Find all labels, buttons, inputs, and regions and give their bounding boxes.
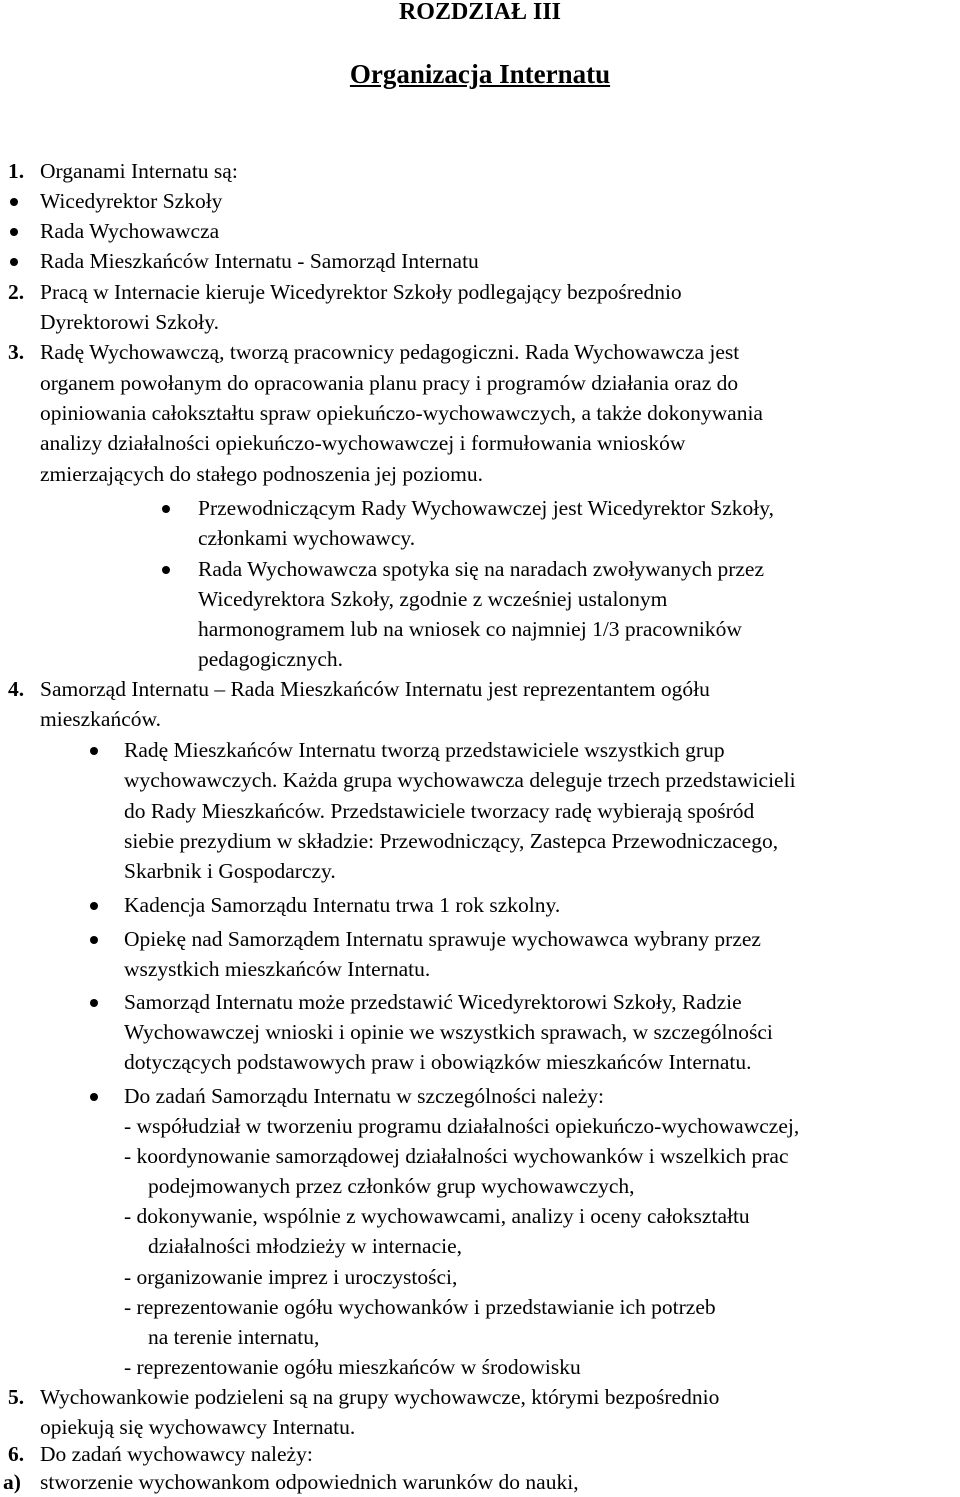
section-3-bullet-line: członkami wychowawcy. <box>198 526 416 550</box>
section-6-text: Do zadań wychowawcy należy: <box>40 1442 313 1466</box>
section-4-bullet-line: wychowawczych. Każda grupa wychowawcza deleguje trzech przedstawicieli <box>124 768 796 792</box>
section-1-text: Organami Internatu są: <box>40 159 238 183</box>
section-4-bullet-line: siebie prezydium w składzie: Przewodniczący, Zastepca Przewodniczacego, <box>124 829 779 853</box>
section-4-bullet-line: Skarbnik i Gospodarczy. <box>124 859 336 883</box>
section-5-line: Wychowankowie podzieleni są na grupy wychowawcze, którymi bezpośrednio <box>40 1385 720 1409</box>
section-3-bullet-line: Wicedyrektora Szkoły, zgodnie z wcześniej ustalonym <box>198 587 668 611</box>
dash-item: - reprezentowanie ogółu wychowanków i przedstawianie ich potrzeb <box>124 1295 716 1319</box>
section-3-line: analizy działalności opiekuńczo-wychowawczej i formułowania wniosków <box>40 431 686 455</box>
dash-item-continuation: na terenie internatu, <box>148 1325 320 1349</box>
section-4-bullet-line: do Rady Mieszkańców. Przedstawiciele tworzacy radę wybierają spośród <box>124 799 755 823</box>
section-4-bullet-line: Wychowawczej wnioski i opinie we wszystkich sprawach, w szczególności <box>124 1020 773 1044</box>
bullet-icon <box>90 999 98 1007</box>
section-6-number: 6. <box>8 1442 25 1466</box>
section-4-line: mieszkańców. <box>40 707 161 731</box>
bullet-icon <box>90 902 98 910</box>
dash-item: - reprezentowanie ogółu mieszkańców w środowisku <box>124 1355 581 1379</box>
section-3-line: organem powołanym do opracowania planu pracy i programów działania oraz do <box>40 371 739 395</box>
section-3-line: opiniowania całokształtu spraw opiekuńczo-wychowawczych, a także dokonywania <box>40 401 763 425</box>
section-2-line: Dyrektorowi Szkoły. <box>40 310 219 334</box>
bullet-icon <box>90 747 98 755</box>
bullet-icon <box>10 258 18 266</box>
section-3-bullet-line: harmonogramem lub na wniosek co najmniej 1/3 pracowników <box>198 617 742 641</box>
section-1-number: 1. <box>8 159 25 183</box>
chapter-heading: ROZDZIAŁ III <box>398 0 562 25</box>
section-3-bullet-line: Przewodniczącym Rady Wychowawczej jest Wicedyrektor Szkoły, <box>198 496 774 520</box>
section-2-line: Pracą w Internacie kieruje Wicedyrektor Szkoły podlegający bezpośrednio <box>40 280 682 304</box>
section-3-line: zmierzających do stałego podnoszenia jej poziomu. <box>40 462 483 486</box>
bullet-icon <box>162 566 170 574</box>
bullet-icon <box>162 505 170 513</box>
section-3-number: 3. <box>8 340 25 364</box>
section-1-bullet: Rada Mieszkańców Internatu - Samorząd Internatu <box>40 249 479 273</box>
section-4-line: Samorząd Internatu – Rada Mieszkańców Internatu jest reprezentantem ogółu <box>40 677 710 701</box>
section-3-bullet-line: pedagogicznych. <box>198 647 344 671</box>
bullet-icon <box>10 198 18 206</box>
dash-item: - dokonywanie, wspólnie z wychowawcami, analizy i oceny całokształtu <box>124 1204 750 1228</box>
section-4-bullet-line: dotyczących podstawowych praw i obowiązków mieszkańców Internatu. <box>124 1050 752 1074</box>
section-4-number: 4. <box>8 677 25 701</box>
dash-item-continuation: działalności młodzieży w internacie, <box>148 1234 463 1258</box>
section-4-bullet-line: Kadencja Samorządu Internatu trwa 1 rok szkolny. <box>124 893 561 917</box>
section-5-number: 5. <box>8 1385 25 1409</box>
subsection-a-label: a) <box>3 1470 21 1494</box>
dash-item-continuation: podejmowanych przez członków grup wychowawczych, <box>148 1174 635 1198</box>
section-3-bullet-line: Rada Wychowawcza spotyka się na naradach zwoływanych przez <box>198 557 765 581</box>
section-1-bullet: Rada Wychowawcza <box>40 219 220 243</box>
section-1-bullet: Wicedyrektor Szkoły <box>40 189 223 213</box>
dash-item: - koordynowanie samorządowej działalności wychowanków i wszelkich prac <box>124 1144 789 1168</box>
bullet-icon <box>10 228 18 236</box>
section-4-bullet-line: wszystkich mieszkańców Internatu. <box>124 957 431 981</box>
section-4-bullet-line: Samorząd Internatu może przedstawić Wicedyrektorowi Szkoły, Radzie <box>124 990 742 1014</box>
page-title: Organizacja Internatu <box>349 59 611 89</box>
section-3-line: Radę Wychowawczą, tworzą pracownicy pedagogiczni. Rada Wychowawcza jest <box>40 340 740 364</box>
section-4-bullet-line: Do zadań Samorządu Internatu w szczególności należy: <box>124 1084 604 1108</box>
section-2-number: 2. <box>8 280 25 304</box>
dash-item: - organizowanie imprez i uroczystości, <box>124 1265 458 1289</box>
dash-item: - współudział w tworzeniu programu działalności opiekuńczo-wychowawczej, <box>124 1114 800 1138</box>
bullet-icon <box>90 1093 98 1101</box>
section-5-line: opiekują się wychowawcy Internatu. <box>40 1415 356 1439</box>
section-4-bullet-line: Radę Mieszkańców Internatu tworzą przedstawiciele wszystkich grup <box>124 738 725 762</box>
section-4-bullet-line: Opiekę nad Samorządem Internatu sprawuje wychowawca wybrany przez <box>124 927 761 951</box>
subsection-a-text: stworzenie wychowankom odpowiednich warunków do nauki, <box>40 1470 579 1494</box>
bullet-icon <box>90 936 98 944</box>
